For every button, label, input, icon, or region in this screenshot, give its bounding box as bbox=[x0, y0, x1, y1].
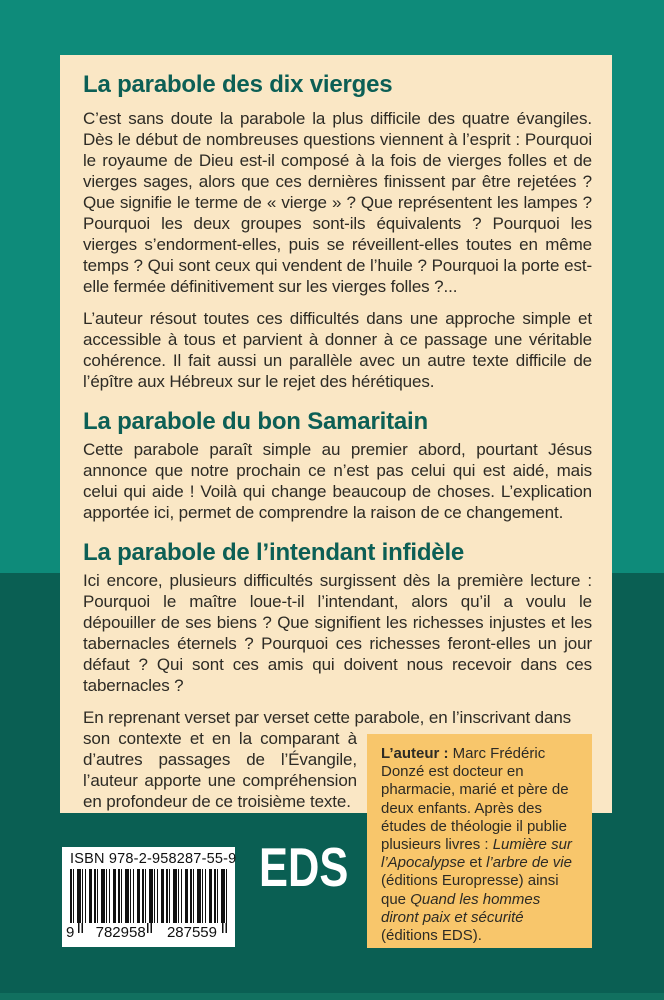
closing-paragraph-rest: son contexte et en la comparant à d’autres passages de l’Évangile, l’auteur apporte une compréhension en profondeur de ce troisième texte. bbox=[83, 729, 357, 811]
author-bio-text: Marc Frédéric Donzé est docteur en pharmacie, marié et père de deux enfants. Après des études de théologie il publie plusieurs livres : bbox=[381, 745, 569, 854]
author-label: L’auteur : bbox=[381, 745, 449, 762]
author-bio-text: (éditions EDS). bbox=[381, 927, 482, 945]
barcode-bars bbox=[70, 869, 227, 923]
author-bio-text: (éditions Europresse) ainsi que bbox=[381, 872, 559, 908]
section-heading-bon-samaritain: La parabole du bon Samaritain bbox=[83, 408, 428, 435]
eds-publisher-logo: EDS bbox=[259, 836, 349, 898]
barcode-guard-bar bbox=[147, 923, 152, 933]
background-bottom-strip bbox=[0, 993, 664, 1000]
paragraph: Ici encore, plusieurs difficultés surgissent dès la première lecture : Pourquoi le maître loue-t-il l’intendant, alors qu’il a voulu le dépouiller de ses biens ? Que signifient les richesses injustes et les tabernacles éternels ? Pourquoi ces richesses feront-elles un jour défaut ? Qui sont ces amis qui doivent nous recevoir dans ces tabernacles ? bbox=[83, 571, 592, 695]
paragraph: C’est sans doute la parabole la plus difficile des quatre évangiles. Dès le début de nombreuses questions viennent à l’esprit : Pourquoi le royaume de Dieu est-il composé à la fois de vierges folles et de vierges sages, alors que ces dernières finissent par être rejetées ? Que signifie le terme de « vierge » ? Que représentent les lampes ? Pourquoi les deux groupes sont-ils équivalents ? Pourquoi les vierges s’endorment-elles, puis se réveillent-elles toutes en même temps ? Qui sont ceux qui vendent de l’huile ? Pourquoi la porte est-elle fermée définitivement sur les vierges folles ?... bbox=[83, 109, 592, 296]
barcode-digit-group: 782958 bbox=[95, 924, 146, 941]
author-bio-text: et bbox=[465, 854, 487, 872]
barcode-guard-bar bbox=[78, 923, 83, 933]
paragraph: Cette parabole paraît simple au premier abord, pourtant Jésus annonce que notre prochain ce n’est pas celui qui est aidé, mais celui qui aide ! Voilà qui change beaucoup de choses. L’explication apportée ici, permet de comprendre la raison de ce changement. bbox=[83, 440, 592, 522]
section-heading-intendant-infidele: La parabole de l’intendant infidèle bbox=[83, 539, 465, 566]
book-title-arbre-de-vie: l’arbre de vie bbox=[486, 854, 572, 872]
synopsis-panel bbox=[60, 55, 612, 813]
barcode-digit-group: 287559 bbox=[166, 924, 217, 941]
isbn-number: ISBN 978-2-958287-55-9 bbox=[70, 851, 237, 867]
barcode-digit-group: 9 bbox=[66, 924, 75, 941]
book-title-quand-les-hommes: Quand les hommes diront paix et sécurité bbox=[381, 890, 541, 926]
closing-paragraph-line1: En reprenant verset par verset cette parabole, en l’inscrivant dans bbox=[83, 708, 572, 727]
section-heading-dix-vierges: La parabole des dix vierges bbox=[83, 71, 393, 98]
isbn-barcode bbox=[62, 847, 235, 947]
author-bio-box bbox=[367, 734, 592, 948]
paragraph: L’auteur résout toutes ces difficultés dans une approche simple et accessible à tous et parvient à donner à ce passage une véritable cohérence. Il fait aussi un parallèle avec un autre texte difficile de l’épître aux Hébreux sur le rejet des hérétiques. bbox=[83, 309, 592, 391]
barcode-guard-bar bbox=[222, 923, 227, 933]
book-title-lumiere-sur-apocalypse: Lumière sur l’Apocalypse bbox=[381, 836, 572, 872]
